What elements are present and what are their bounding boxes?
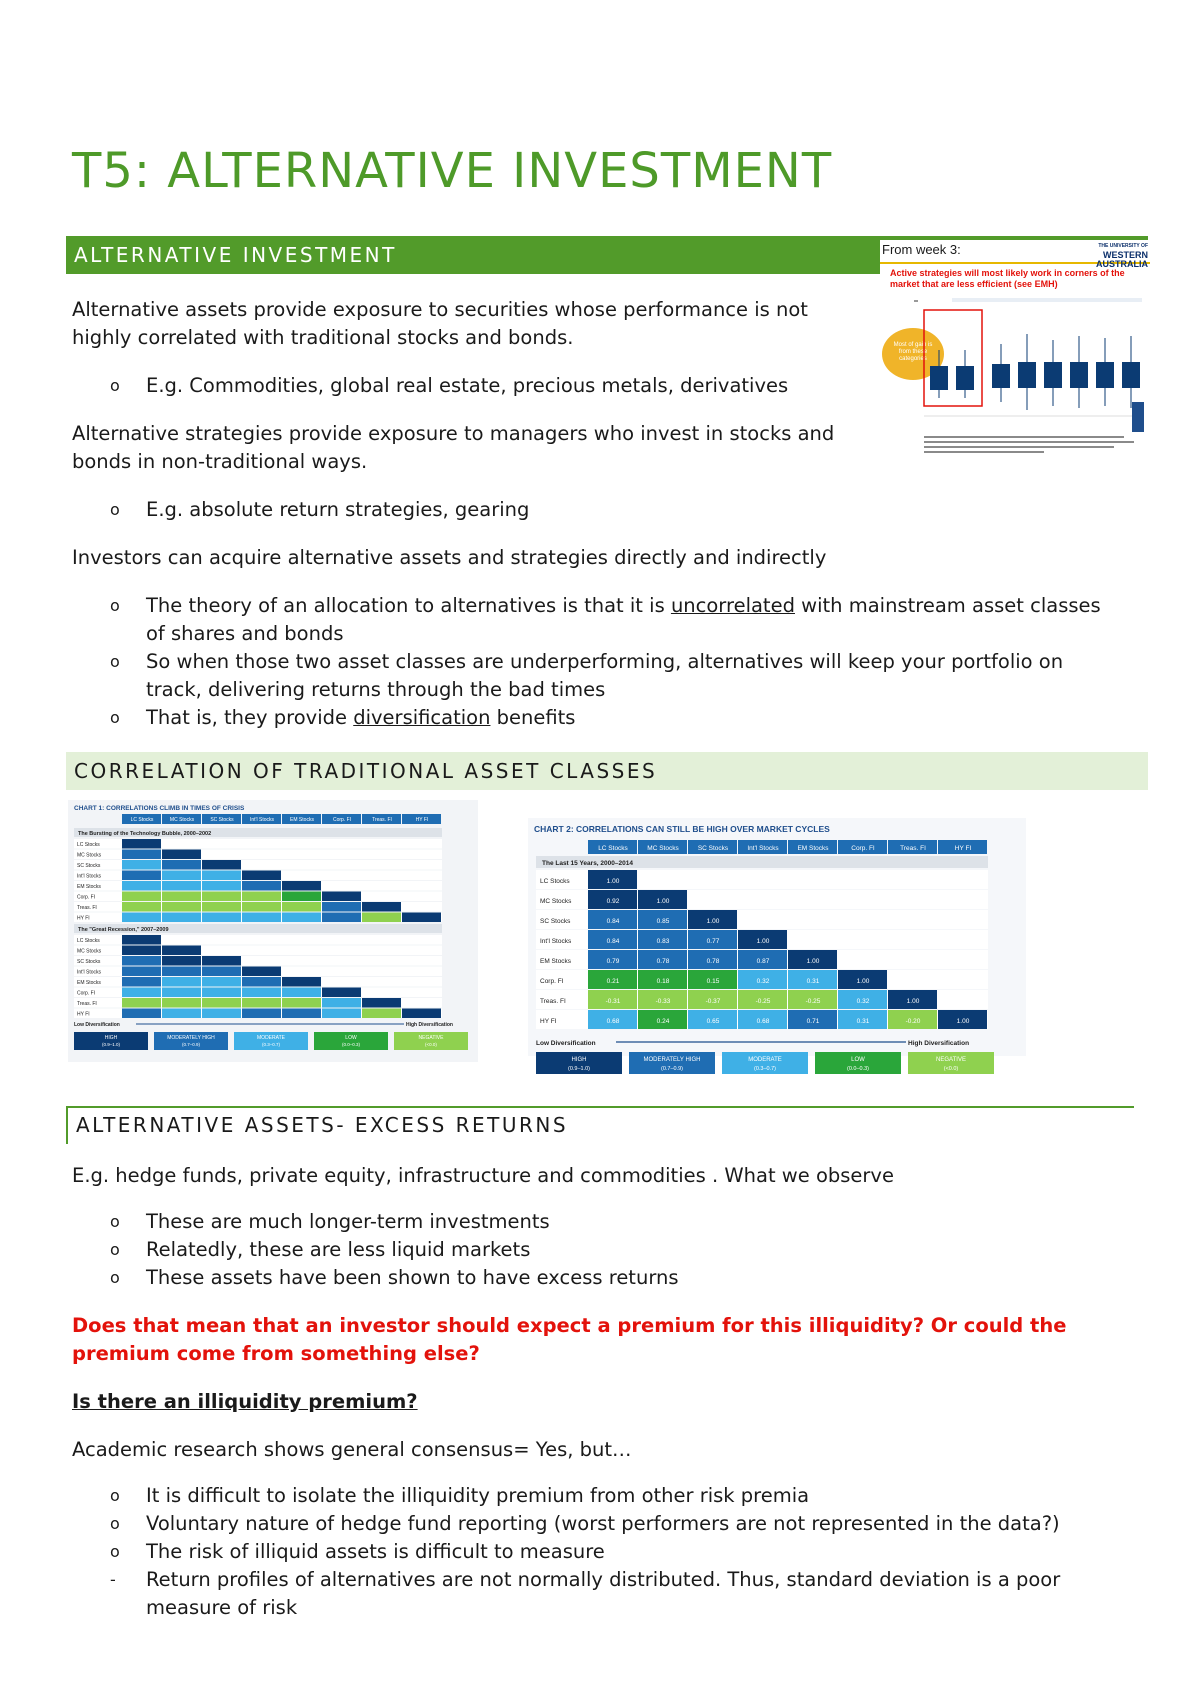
cell-value: 0.85 [656, 918, 670, 925]
list-item [110, 592, 1120, 648]
row-label: LC Stocks [77, 938, 100, 944]
row-label: SC Stocks [77, 959, 101, 965]
university-logo: THE UNIVERSITY OF WESTERN AUSTRALIA [1096, 243, 1148, 269]
heatmap-cell [322, 902, 361, 912]
list-item [110, 1208, 1110, 1236]
paragraph: Alternative strategies provide exposure to managers who invest in stocks and bonds in non-traditional ways. [72, 422, 835, 473]
heatmap-cell [122, 839, 161, 849]
cell-value: 0.32 [856, 998, 870, 1005]
list-item-text: Return profiles of alternatives are not normally distributed. Thus, standard deviation is a poor measure of risk [146, 1568, 1061, 1619]
cell-value: 0.68 [756, 1018, 770, 1025]
column-label: Treas. FI [900, 845, 926, 852]
heatmap-cell [322, 998, 361, 1008]
column-label: HY FI [415, 817, 429, 823]
heatmap-cell [242, 881, 281, 891]
cell-value: -0.20 [905, 1018, 921, 1025]
heatmap-cell [202, 871, 241, 881]
axis-high-label: High Diversification [908, 1040, 970, 1047]
row-label: EM Stocks [77, 980, 101, 986]
heatmap-cell [202, 956, 241, 966]
cell-value: -0.25 [755, 998, 771, 1005]
legend-range: (<0.0) [943, 1066, 959, 1072]
heatmap-cell [402, 1009, 441, 1019]
heatmap-cell [242, 913, 281, 923]
cell-value: 0.31 [856, 1018, 870, 1025]
column-label: LC Stocks [130, 817, 154, 823]
heatmap-cell [282, 1009, 321, 1019]
cell-value: 0.71 [806, 1018, 820, 1025]
row-label: HY FI [77, 915, 90, 922]
section-heading-correlation: CORRELATION OF TRADITIONAL ASSET CLASSES [66, 752, 1148, 790]
heatmap-cell [202, 988, 241, 998]
column-label: EM Stocks [797, 845, 829, 852]
bullet-marker: o [110, 708, 120, 727]
panel-title: The Last 15 Years, 2000–2014 [542, 860, 633, 867]
legend-range: (0.0–0.3) [846, 1066, 870, 1072]
slide-week-label: From week 3: [882, 242, 961, 257]
legend-label: MODERATE [257, 1035, 285, 1041]
list-item [110, 1538, 1110, 1566]
cell-value: 1.00 [956, 1018, 970, 1025]
row-label: MC Stocks [77, 852, 102, 859]
list-item [110, 1236, 1110, 1264]
cell-value: 0.87 [756, 958, 770, 965]
heatmap-cell [322, 913, 361, 923]
heatmap-cell [322, 988, 361, 998]
cell-value: 1.00 [756, 938, 770, 945]
heatmap-cell [122, 977, 161, 987]
axis-low-label: Low Diversification [74, 1022, 120, 1028]
paragraph: Alternative assets provide exposure to securities whose performance is not highly correlated with traditional stocks and bonds. [72, 298, 808, 349]
list-item [110, 648, 1120, 704]
cell-value: 0.31 [806, 978, 820, 985]
bullet-marker: o [110, 376, 120, 395]
bullet-marker: o [110, 1514, 120, 1533]
heatmap-cell [282, 881, 321, 891]
legend-label: HIGH [104, 1035, 118, 1041]
paragraph: E.g. hedge funds, private equity, infrastructure and commodities . What we observe [72, 1164, 894, 1187]
key-question: Does that mean that an investor should expect a premium for this illiquidity? Or could the premium come from something else? [72, 1314, 1067, 1365]
cell-value: 0.18 [656, 978, 670, 985]
cell-value: 0.79 [606, 958, 620, 965]
heatmap-cell [122, 860, 161, 870]
section-heading-alternative-investment: ALTERNATIVE INVESTMENT [66, 236, 1148, 274]
legend-range: (0.0–0.3) [341, 1042, 361, 1047]
heatmap-cell [162, 871, 201, 881]
cell-value: 1.00 [806, 958, 820, 965]
heatmap-cell [162, 956, 201, 966]
cell-value: 0.15 [706, 978, 720, 985]
list-item-text: These assets have been shown to have excess returns [146, 1266, 679, 1289]
list-item-text: That is, they provide diversification benefits [146, 706, 576, 729]
row-label: MC Stocks [540, 898, 572, 905]
heatmap-cell [162, 860, 201, 870]
bullet-marker: o [110, 1212, 120, 1231]
row-label: MC Stocks [77, 948, 102, 955]
row-label: Int'l Stocks [77, 873, 102, 880]
bullet-marker: o [110, 1542, 120, 1561]
heatmap-cell [122, 946, 161, 956]
cell-value: 0.83 [656, 938, 670, 945]
heatmap-cell [122, 956, 161, 966]
heatmap-cell [322, 892, 361, 902]
heatmap-cell [162, 967, 201, 977]
cell-value: 0.68 [606, 1018, 620, 1025]
heatmap-cell [202, 860, 241, 870]
heatmap-cell [202, 977, 241, 987]
row-label: Treas. FI [77, 1001, 97, 1007]
chart1-svg [68, 800, 478, 1062]
bullet-marker: o [110, 596, 120, 615]
column-label: HY FI [954, 845, 972, 852]
list-item [110, 704, 1110, 732]
heatmap-cell [162, 998, 201, 1008]
row-label: HY FI [77, 1011, 90, 1018]
legend-range: (0.9–1.0) [101, 1042, 121, 1047]
row-label: Corp. FI [77, 990, 96, 997]
column-label: MC Stocks [169, 817, 195, 823]
bullet-marker: o [110, 1486, 120, 1505]
list-item-text: The risk of illiquid assets is difficult to measure [146, 1540, 605, 1563]
list-item [110, 1510, 1160, 1538]
heatmap-cell [202, 1009, 241, 1019]
cell-value: 1.00 [706, 918, 720, 925]
heatmap-cell [202, 892, 241, 902]
heatmap-cell [242, 977, 281, 987]
heatmap-cell [282, 998, 321, 1008]
list-item [110, 1482, 1110, 1510]
legend-label: LOW [851, 1057, 865, 1063]
row-label: Treas. FI [540, 998, 566, 1005]
heatmap-cell [162, 913, 201, 923]
section-heading-excess-returns: ALTERNATIVE ASSETS- EXCESS RETURNS [66, 1106, 1134, 1144]
slide-red-text: Active strategies will most likely work in corners of the market that are less efficient (see EMH) [890, 268, 1125, 289]
paragraph: Investors can acquire alternative assets and strategies directly and indirectly [72, 546, 827, 569]
chart-correlations-crisis [68, 800, 478, 1062]
heatmap-cell [362, 913, 401, 923]
legend-label: NEGATIVE [418, 1035, 444, 1041]
legend-label: MODERATE [748, 1057, 782, 1063]
chart-title: CHART 2: CORRELATIONS CAN STILL BE HIGH OVER MARKET CYCLES [534, 824, 830, 834]
heatmap-cell [122, 988, 161, 998]
heatmap-cell [122, 871, 161, 881]
heatmap-cell [242, 967, 281, 977]
row-label: SC Stocks [540, 918, 571, 925]
cell-value: 0.84 [606, 938, 620, 945]
row-label: LC Stocks [540, 878, 570, 885]
list-item [110, 496, 1110, 524]
column-label: EM Stocks [290, 817, 314, 823]
row-label: EM Stocks [77, 884, 101, 890]
heatmap-cell [282, 892, 321, 902]
row-label: SC Stocks [77, 863, 101, 869]
cell-value: -0.33 [655, 998, 671, 1005]
underlined-term: uncorrelated [670, 594, 795, 617]
heatmap-cell [282, 977, 321, 987]
list-item-text: So when those two asset classes are underperforming, alternatives will keep your portfolio on track, delivering returns through the bad times [146, 650, 1064, 701]
cell-value: 0.32 [756, 978, 770, 985]
bullet-marker: o [110, 500, 120, 519]
column-label: Treas. FI [372, 817, 392, 823]
bullet-marker: o [110, 1268, 120, 1287]
cell-value: 0.84 [606, 918, 620, 925]
heatmap-cell [162, 977, 201, 987]
heatmap-cell [162, 850, 201, 860]
panel-title: The "Great Recession," 2007–2009 [78, 927, 169, 933]
legend-range: (0.3–0.7) [261, 1042, 281, 1047]
paragraph: Academic research shows general consensus= Yes, but… [72, 1438, 632, 1461]
legend-label: HIGH [571, 1057, 587, 1063]
legend-range: (0.7–0.9) [181, 1042, 201, 1047]
heatmap-cell [162, 892, 201, 902]
legend-label: LOW [345, 1035, 357, 1041]
row-label: Corp. FI [540, 978, 564, 985]
cell-value: 0.78 [706, 958, 720, 965]
heatmap-cell [122, 850, 161, 860]
heatmap-cell [202, 998, 241, 1008]
heatmap-cell [202, 902, 241, 912]
list-item-text: These are much longer-term investments [146, 1210, 550, 1233]
heatmap-cell [362, 902, 401, 912]
cell-value: 1.00 [606, 878, 620, 885]
heatmap-cell [242, 988, 281, 998]
heatmap-cell [122, 902, 161, 912]
heatmap-cell [402, 913, 441, 923]
heatmap-cell [162, 946, 201, 956]
legend-range: (<0.0) [425, 1042, 437, 1047]
column-label: SC Stocks [210, 817, 234, 823]
row-label: EM Stocks [540, 958, 572, 965]
chart-title: CHART 1: CORRELATIONS CLIMB IN TIMES OF CRISIS [74, 805, 245, 812]
heatmap-cell [122, 967, 161, 977]
heatmap-cell [282, 913, 321, 923]
heatmap-cell [242, 902, 281, 912]
row-label: LC Stocks [77, 842, 100, 848]
legend-label: MODERATELY HIGH [167, 1035, 215, 1041]
cell-value: 0.77 [706, 938, 720, 945]
chart2-svg [528, 818, 1026, 1072]
speech-bubble: Most of gain is from these categories [882, 328, 944, 380]
list-item [110, 1264, 1110, 1292]
chart-correlations-cycles [528, 818, 1026, 1072]
list-item-text: The theory of an allocation to alternatives is that it is uncorrelated with mainstream asset classes of shares and bonds [146, 594, 1101, 645]
legend-range: (0.9–1.0) [567, 1066, 591, 1072]
cell-value: 0.78 [656, 958, 670, 965]
heatmap-cell [162, 1009, 201, 1019]
legend-label: NEGATIVE [936, 1057, 966, 1063]
heatmap-cell [162, 988, 201, 998]
cell-value: -0.37 [705, 998, 721, 1005]
heatmap-cell [362, 1009, 401, 1019]
slide-boxplot [880, 240, 1150, 470]
column-label: Int'l Stocks [249, 817, 275, 823]
heatmap-cell [202, 881, 241, 891]
cell-value: 0.24 [656, 1018, 670, 1025]
heatmap-cell [122, 892, 161, 902]
underlined-term: diversification [353, 706, 491, 729]
heatmap-cell [122, 1009, 161, 1019]
column-label: Int'l Stocks [747, 845, 779, 852]
heatmap-cell [322, 1009, 361, 1019]
axis-low-label: Low Diversification [536, 1040, 596, 1047]
legend-label: MODERATELY HIGH [643, 1057, 701, 1063]
heatmap-cell [202, 913, 241, 923]
cell-value: 1.00 [656, 898, 670, 905]
legend-range: (0.7–0.9) [660, 1066, 684, 1072]
row-label: Treas. FI [77, 905, 97, 911]
list-item-text: Relatedly, these are less liquid markets [146, 1238, 531, 1261]
dash-marker: - [110, 1570, 116, 1589]
column-label: Corp. FI [332, 817, 352, 823]
heatmap-cell [122, 998, 161, 1008]
subheading-illiquidity-premium: Is there an illiquidity premium? [72, 1390, 418, 1413]
list-item-text: Voluntary nature of hedge fund reporting (worst performers are not represented in the data?) [146, 1512, 1060, 1535]
list-item-text: E.g. absolute return strategies, gearing [146, 498, 530, 521]
column-label: MC Stocks [647, 845, 679, 852]
page-title: T5: ALTERNATIVE INVESTMENT [72, 143, 833, 199]
lecture-slide-image [880, 240, 1150, 470]
heatmap-cell [162, 902, 201, 912]
heatmap-cell [242, 998, 281, 1008]
cell-value: 0.92 [606, 898, 620, 905]
heatmap-cell [162, 881, 201, 891]
heatmap-cell [282, 902, 321, 912]
heatmap-cell [202, 967, 241, 977]
panel-title: The Bursting of the Technology Bubble, 2000–2002 [78, 831, 212, 837]
cell-value: 1.00 [856, 978, 870, 985]
heatmap-cell [242, 871, 281, 881]
cell-value: 1.00 [906, 998, 920, 1005]
cell-value: -0.31 [605, 998, 621, 1005]
list-item [110, 1566, 1110, 1622]
heatmap-cell [122, 935, 161, 945]
axis-high-label: High Diversification [406, 1022, 453, 1028]
column-label: Corp. FI [851, 845, 875, 852]
cell-value: 0.65 [706, 1018, 720, 1025]
heatmap-cell [242, 1009, 281, 1019]
row-label: Corp. FI [77, 894, 96, 901]
row-label: Int'l Stocks [77, 969, 102, 976]
heatmap-cell [242, 892, 281, 902]
bullet-marker: o [110, 1240, 120, 1259]
heatmap-cell [362, 998, 401, 1008]
row-label: Int'l Stocks [540, 938, 572, 945]
heatmap-cell [282, 988, 321, 998]
list-item-text: E.g. Commodities, global real estate, precious metals, derivatives [146, 374, 789, 397]
column-label: SC Stocks [697, 845, 729, 852]
cell-value: -0.25 [805, 998, 821, 1005]
cell-value: 0.21 [606, 978, 620, 985]
heatmap-cell [122, 881, 161, 891]
column-label: LC Stocks [598, 845, 628, 852]
row-label: HY FI [540, 1018, 557, 1025]
heatmap-cell [122, 913, 161, 923]
legend-range: (0.3–0.7) [753, 1066, 777, 1072]
bullet-marker: o [110, 652, 120, 671]
list-item-text: It is difficult to isolate the illiquidity premium from other risk premia [146, 1484, 810, 1507]
